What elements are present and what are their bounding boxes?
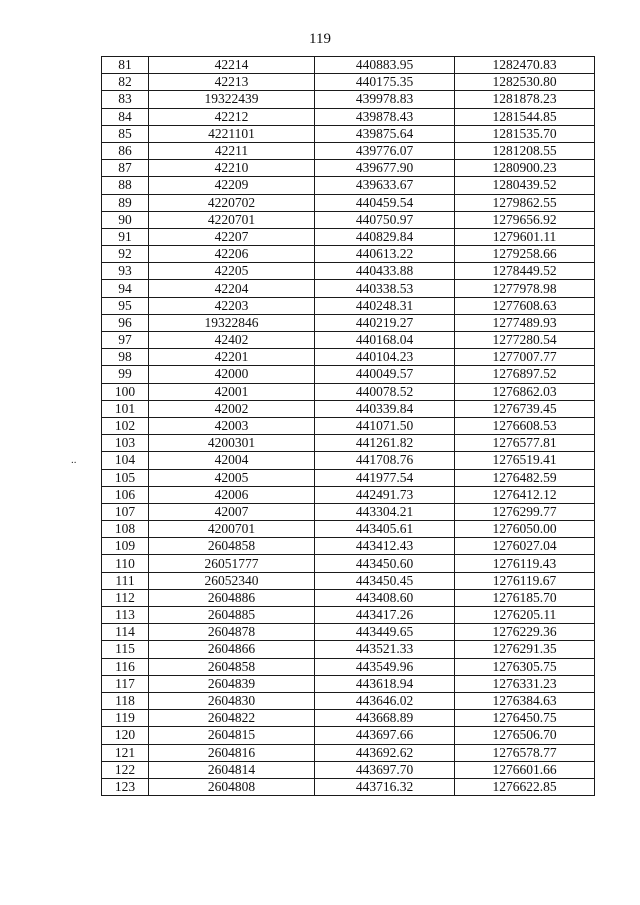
- point-id-cell: 42212: [149, 108, 315, 125]
- table-row: [102, 607, 595, 624]
- point-id-cell: 2604808: [149, 778, 315, 795]
- point-id-cell: 42203: [149, 297, 315, 314]
- table-row: [102, 675, 595, 692]
- y-coordinate-cell: 1276291.35: [455, 641, 595, 658]
- point-id-cell: 2604858: [149, 658, 315, 675]
- table-row: [102, 624, 595, 641]
- x-coordinate-cell: 440750.97: [315, 211, 455, 228]
- table-row: [102, 761, 595, 778]
- x-coordinate-cell: 440078.52: [315, 383, 455, 400]
- x-coordinate-cell: 441261.82: [315, 435, 455, 452]
- point-id-cell: 42005: [149, 469, 315, 486]
- y-coordinate-cell: 1276027.04: [455, 538, 595, 555]
- table-row: [102, 538, 595, 555]
- point-id-cell: 4220702: [149, 194, 315, 211]
- point-id-cell: 2604822: [149, 710, 315, 727]
- table-row: [102, 160, 595, 177]
- point-id-cell: 42214: [149, 57, 315, 74]
- row-number-cell: 121: [102, 744, 149, 761]
- y-coordinate-cell: 1276601.66: [455, 761, 595, 778]
- table-row: [102, 417, 595, 434]
- x-coordinate-cell: 440339.84: [315, 400, 455, 417]
- y-coordinate-cell: 1282470.83: [455, 57, 595, 74]
- x-coordinate-cell: 440883.95: [315, 57, 455, 74]
- y-coordinate-cell: 1280439.52: [455, 177, 595, 194]
- table-row: [102, 280, 595, 297]
- table-row: [102, 263, 595, 280]
- x-coordinate-cell: 442491.73: [315, 486, 455, 503]
- point-id-cell: 2604814: [149, 761, 315, 778]
- table-row: [102, 710, 595, 727]
- table-row: [102, 332, 595, 349]
- y-coordinate-cell: 1276305.75: [455, 658, 595, 675]
- table-row: [102, 469, 595, 486]
- row-number-cell: 105: [102, 469, 149, 486]
- y-coordinate-cell: 1277489.93: [455, 314, 595, 331]
- table-row: [102, 142, 595, 159]
- point-id-cell: 26051777: [149, 555, 315, 572]
- row-number-cell: 98: [102, 349, 149, 366]
- row-number-cell: 88: [102, 177, 149, 194]
- point-id-cell: 4200701: [149, 521, 315, 538]
- table-row: [102, 314, 595, 331]
- point-id-cell: 42210: [149, 160, 315, 177]
- point-id-cell: 42209: [149, 177, 315, 194]
- row-number-cell: 103: [102, 435, 149, 452]
- point-id-cell: 2604886: [149, 589, 315, 606]
- y-coordinate-cell: 1281878.23: [455, 91, 595, 108]
- point-id-cell: 42205: [149, 263, 315, 280]
- y-coordinate-cell: 1276578.77: [455, 744, 595, 761]
- table-row: [102, 228, 595, 245]
- point-id-cell: 2604885: [149, 607, 315, 624]
- table-row: [102, 452, 595, 469]
- x-coordinate-cell: 443450.45: [315, 572, 455, 589]
- y-coordinate-cell: 1276331.23: [455, 675, 595, 692]
- point-id-cell: 42402: [149, 332, 315, 349]
- table-row: [102, 400, 595, 417]
- point-id-cell: 42004: [149, 452, 315, 469]
- x-coordinate-cell: 440175.35: [315, 74, 455, 91]
- row-number-cell: 92: [102, 246, 149, 263]
- row-number-cell: 89: [102, 194, 149, 211]
- row-number-cell: 81: [102, 57, 149, 74]
- table-row: [102, 589, 595, 606]
- y-coordinate-cell: 1276482.59: [455, 469, 595, 486]
- table-row: [102, 486, 595, 503]
- row-number-cell: 85: [102, 125, 149, 142]
- x-coordinate-cell: 443646.02: [315, 692, 455, 709]
- y-coordinate-cell: 1277007.77: [455, 349, 595, 366]
- table-row: [102, 744, 595, 761]
- y-coordinate-cell: 1276185.70: [455, 589, 595, 606]
- table-row: [102, 246, 595, 263]
- row-number-cell: 117: [102, 675, 149, 692]
- table-row: [102, 383, 595, 400]
- y-coordinate-cell: 1280900.23: [455, 160, 595, 177]
- point-id-cell: 42003: [149, 417, 315, 434]
- point-id-cell: 42206: [149, 246, 315, 263]
- table-row: [102, 125, 595, 142]
- point-id-cell: 42211: [149, 142, 315, 159]
- row-number-cell: 95: [102, 297, 149, 314]
- y-coordinate-cell: 1277608.63: [455, 297, 595, 314]
- x-coordinate-cell: 439875.64: [315, 125, 455, 142]
- y-coordinate-cell: 1281535.70: [455, 125, 595, 142]
- y-coordinate-cell: 1279258.66: [455, 246, 595, 263]
- x-coordinate-cell: 443412.43: [315, 538, 455, 555]
- x-coordinate-cell: 443692.62: [315, 744, 455, 761]
- point-id-cell: 42002: [149, 400, 315, 417]
- table-row: [102, 108, 595, 125]
- y-coordinate-cell: 1276577.81: [455, 435, 595, 452]
- row-number-cell: 102: [102, 417, 149, 434]
- row-number-cell: 112: [102, 589, 149, 606]
- x-coordinate-cell: 443618.94: [315, 675, 455, 692]
- table-row: [102, 727, 595, 744]
- y-coordinate-cell: 1276205.11: [455, 607, 595, 624]
- point-id-cell: 19322439: [149, 91, 315, 108]
- x-coordinate-cell: 441071.50: [315, 417, 455, 434]
- x-coordinate-cell: 440613.22: [315, 246, 455, 263]
- x-coordinate-cell: 443697.66: [315, 727, 455, 744]
- point-id-cell: 4221101: [149, 125, 315, 142]
- row-number-cell: 120: [102, 727, 149, 744]
- point-id-cell: 2604858: [149, 538, 315, 555]
- row-number-cell: 90: [102, 211, 149, 228]
- x-coordinate-cell: 440219.27: [315, 314, 455, 331]
- x-coordinate-cell: 443668.89: [315, 710, 455, 727]
- x-coordinate-cell: 441977.54: [315, 469, 455, 486]
- row-number-cell: 104: [102, 452, 149, 469]
- x-coordinate-cell: 441708.76: [315, 452, 455, 469]
- y-coordinate-cell: 1278449.52: [455, 263, 595, 280]
- x-coordinate-cell: 443405.61: [315, 521, 455, 538]
- row-number-cell: 83: [102, 91, 149, 108]
- x-coordinate-cell: 443716.32: [315, 778, 455, 795]
- y-coordinate-cell: 1276299.77: [455, 503, 595, 520]
- row-number-cell: 114: [102, 624, 149, 641]
- y-coordinate-cell: 1276519.41: [455, 452, 595, 469]
- y-coordinate-cell: 1276608.53: [455, 417, 595, 434]
- table-row: [102, 778, 595, 795]
- point-id-cell: 42207: [149, 228, 315, 245]
- y-coordinate-cell: 1276119.67: [455, 572, 595, 589]
- table-row: [102, 297, 595, 314]
- point-id-cell: 42001: [149, 383, 315, 400]
- table-row: [102, 503, 595, 520]
- row-number-cell: 100: [102, 383, 149, 400]
- point-id-cell: 42006: [149, 486, 315, 503]
- x-coordinate-cell: 443521.33: [315, 641, 455, 658]
- x-coordinate-cell: 443417.26: [315, 607, 455, 624]
- table-row: [102, 572, 595, 589]
- table-row: [102, 521, 595, 538]
- row-number-cell: 96: [102, 314, 149, 331]
- x-coordinate-cell: 440049.57: [315, 366, 455, 383]
- point-id-cell: 2604866: [149, 641, 315, 658]
- table-row: [102, 74, 595, 91]
- x-coordinate-cell: 440433.88: [315, 263, 455, 280]
- y-coordinate-cell: 1276739.45: [455, 400, 595, 417]
- x-coordinate-cell: 440829.84: [315, 228, 455, 245]
- y-coordinate-cell: 1276119.43: [455, 555, 595, 572]
- y-coordinate-cell: 1276050.00: [455, 521, 595, 538]
- row-number-cell: 82: [102, 74, 149, 91]
- table-row: [102, 194, 595, 211]
- row-number-cell: 110: [102, 555, 149, 572]
- row-number-cell: 107: [102, 503, 149, 520]
- table-row: [102, 435, 595, 452]
- y-coordinate-cell: 1277978.98: [455, 280, 595, 297]
- row-number-cell: 93: [102, 263, 149, 280]
- x-coordinate-cell: 439677.90: [315, 160, 455, 177]
- table-row: [102, 177, 595, 194]
- row-number-cell: 123: [102, 778, 149, 795]
- row-number-cell: 86: [102, 142, 149, 159]
- x-coordinate-cell: 443450.60: [315, 555, 455, 572]
- x-coordinate-cell: 440248.31: [315, 297, 455, 314]
- x-coordinate-cell: 440104.23: [315, 349, 455, 366]
- y-coordinate-cell: 1276506.70: [455, 727, 595, 744]
- row-number-cell: 108: [102, 521, 149, 538]
- y-coordinate-cell: 1279601.11: [455, 228, 595, 245]
- table-row: [102, 658, 595, 675]
- point-id-cell: 2604830: [149, 692, 315, 709]
- table-row: [102, 555, 595, 572]
- point-id-cell: 42000: [149, 366, 315, 383]
- point-id-cell: 19322846: [149, 314, 315, 331]
- row-number-cell: 118: [102, 692, 149, 709]
- y-coordinate-cell: 1281208.55: [455, 142, 595, 159]
- table-row: [102, 57, 595, 74]
- point-id-cell: 2604839: [149, 675, 315, 692]
- coordinates-table: [101, 56, 595, 796]
- row-number-cell: 116: [102, 658, 149, 675]
- x-coordinate-cell: 439878.43: [315, 108, 455, 125]
- row-number-cell: 94: [102, 280, 149, 297]
- y-coordinate-cell: 1276622.85: [455, 778, 595, 795]
- row-number-cell: 111: [102, 572, 149, 589]
- point-id-cell: 42007: [149, 503, 315, 520]
- y-coordinate-cell: 1276229.36: [455, 624, 595, 641]
- table-row: [102, 641, 595, 658]
- row-number-cell: 101: [102, 400, 149, 417]
- y-coordinate-cell: 1276412.12: [455, 486, 595, 503]
- point-id-cell: 2604878: [149, 624, 315, 641]
- point-id-cell: 42204: [149, 280, 315, 297]
- y-coordinate-cell: 1276862.03: [455, 383, 595, 400]
- y-coordinate-cell: 1276450.75: [455, 710, 595, 727]
- point-id-cell: 42201: [149, 349, 315, 366]
- point-id-cell: 4200301: [149, 435, 315, 452]
- x-coordinate-cell: 440338.53: [315, 280, 455, 297]
- y-coordinate-cell: 1279862.55: [455, 194, 595, 211]
- row-number-cell: 84: [102, 108, 149, 125]
- row-number-cell: 97: [102, 332, 149, 349]
- point-id-cell: 26052340: [149, 572, 315, 589]
- row-number-cell: 122: [102, 761, 149, 778]
- table-row: [102, 366, 595, 383]
- x-coordinate-cell: 443408.60: [315, 589, 455, 606]
- row-number-cell: 99: [102, 366, 149, 383]
- page-number: 119: [309, 31, 331, 47]
- x-coordinate-cell: 443304.21: [315, 503, 455, 520]
- point-id-cell: 2604816: [149, 744, 315, 761]
- y-coordinate-cell: 1276384.63: [455, 692, 595, 709]
- table-row: [102, 91, 595, 108]
- row-number-cell: 115: [102, 641, 149, 658]
- x-coordinate-cell: 440459.54: [315, 194, 455, 211]
- y-coordinate-cell: 1279656.92: [455, 211, 595, 228]
- point-id-cell: 42213: [149, 74, 315, 91]
- row-number-cell: 91: [102, 228, 149, 245]
- x-coordinate-cell: 439978.83: [315, 91, 455, 108]
- point-id-cell: 4220701: [149, 211, 315, 228]
- margin-mark: ..: [71, 454, 77, 466]
- y-coordinate-cell: 1281544.85: [455, 108, 595, 125]
- row-number-cell: 87: [102, 160, 149, 177]
- x-coordinate-cell: 439633.67: [315, 177, 455, 194]
- table-row: [102, 692, 595, 709]
- row-number-cell: 109: [102, 538, 149, 555]
- y-coordinate-cell: 1276897.52: [455, 366, 595, 383]
- x-coordinate-cell: 443697.70: [315, 761, 455, 778]
- row-number-cell: 119: [102, 710, 149, 727]
- row-number-cell: 113: [102, 607, 149, 624]
- table-row: [102, 349, 595, 366]
- x-coordinate-cell: 440168.04: [315, 332, 455, 349]
- x-coordinate-cell: 443449.65: [315, 624, 455, 641]
- y-coordinate-cell: 1282530.80: [455, 74, 595, 91]
- coordinates-table-body: [102, 57, 595, 796]
- table-row: [102, 211, 595, 228]
- point-id-cell: 2604815: [149, 727, 315, 744]
- row-number-cell: 106: [102, 486, 149, 503]
- x-coordinate-cell: 443549.96: [315, 658, 455, 675]
- y-coordinate-cell: 1277280.54: [455, 332, 595, 349]
- x-coordinate-cell: 439776.07: [315, 142, 455, 159]
